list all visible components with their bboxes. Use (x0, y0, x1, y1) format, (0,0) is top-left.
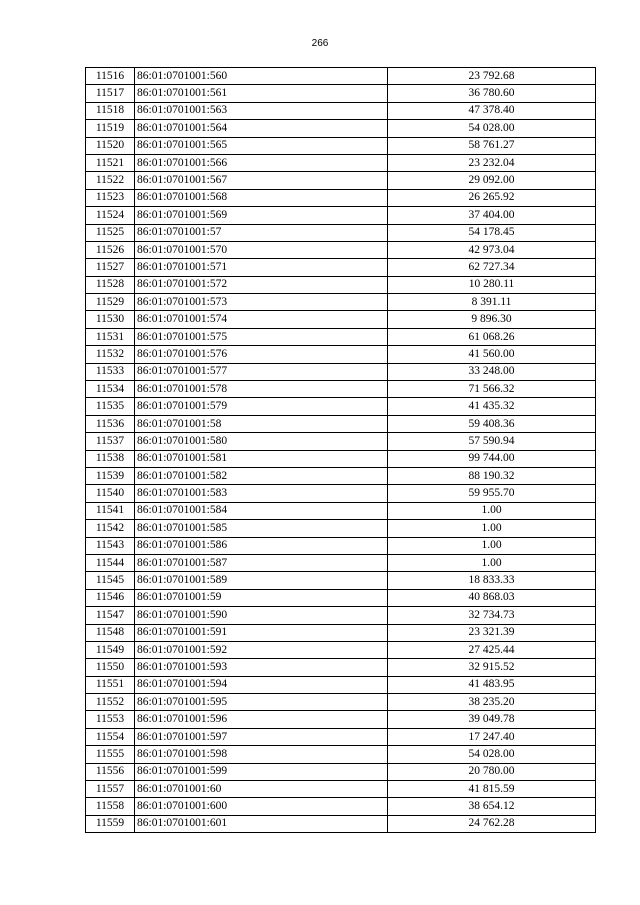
table-row (86, 450, 596, 467)
cadastral-number-cell: 86:01:0701001:572 (135, 276, 388, 293)
row-number-cell: 11526 (86, 241, 135, 258)
value-cell: 36 780.60 (388, 85, 596, 102)
row-number-cell: 11530 (86, 311, 135, 328)
cadastral-number-cell: 86:01:0701001:58 (135, 415, 388, 432)
value-cell: 38 235.20 (388, 694, 596, 711)
table-row (86, 363, 596, 380)
table-row (86, 68, 596, 85)
table-row (86, 485, 596, 502)
table-row (86, 798, 596, 815)
row-number-cell: 11558 (86, 798, 135, 815)
row-number-cell: 11553 (86, 711, 135, 728)
cadastral-number-cell: 86:01:0701001:564 (135, 120, 388, 137)
value-cell: 88 190.32 (388, 467, 596, 484)
table-row (86, 120, 596, 137)
table-row (86, 676, 596, 693)
row-number-cell: 11527 (86, 259, 135, 276)
cadastral-number-cell: 86:01:0701001:591 (135, 624, 388, 641)
row-number-cell: 11531 (86, 328, 135, 345)
cadastral-number-cell: 86:01:0701001:577 (135, 363, 388, 380)
table-row (86, 207, 596, 224)
value-cell: 41 560.00 (388, 346, 596, 363)
row-number-cell: 11541 (86, 502, 135, 519)
cadastral-number-cell: 86:01:0701001:566 (135, 154, 388, 171)
cadastral-number-cell: 86:01:0701001:597 (135, 728, 388, 745)
row-number-cell: 11543 (86, 537, 135, 554)
row-number-cell: 11544 (86, 554, 135, 571)
row-number-cell: 11545 (86, 572, 135, 589)
value-cell: 1.00 (388, 502, 596, 519)
value-cell: 24 762.28 (388, 815, 596, 832)
cadastral-number-cell: 86:01:0701001:571 (135, 259, 388, 276)
row-number-cell: 11518 (86, 102, 135, 119)
value-cell: 41 483.95 (388, 676, 596, 693)
row-number-cell: 11538 (86, 450, 135, 467)
table-row (86, 607, 596, 624)
value-cell: 33 248.00 (388, 363, 596, 380)
value-cell: 26 265.92 (388, 189, 596, 206)
table-row (86, 415, 596, 432)
value-cell: 23 792.68 (388, 68, 596, 85)
table-row (86, 102, 596, 119)
table-body (86, 68, 596, 833)
cadastral-number-cell: 86:01:0701001:60 (135, 781, 388, 798)
row-number-cell: 11532 (86, 346, 135, 363)
cadastral-number-cell: 86:01:0701001:570 (135, 241, 388, 258)
row-number-cell: 11552 (86, 694, 135, 711)
cadastral-number-cell: 86:01:0701001:600 (135, 798, 388, 815)
value-cell: 57 590.94 (388, 433, 596, 450)
row-number-cell: 11537 (86, 433, 135, 450)
value-cell: 42 973.04 (388, 241, 596, 258)
row-number-cell: 11556 (86, 763, 135, 780)
cadastral-number-cell: 86:01:0701001:57 (135, 224, 388, 241)
row-number-cell: 11549 (86, 641, 135, 658)
row-number-cell: 11528 (86, 276, 135, 293)
cadastral-number-cell: 86:01:0701001:599 (135, 763, 388, 780)
row-number-cell: 11540 (86, 485, 135, 502)
table-row (86, 554, 596, 571)
cadastral-number-cell: 86:01:0701001:601 (135, 815, 388, 832)
page-number: 266 (311, 38, 329, 49)
value-cell: 32 915.52 (388, 659, 596, 676)
table-row (86, 276, 596, 293)
cadastral-number-cell: 86:01:0701001:574 (135, 311, 388, 328)
table-row (86, 763, 596, 780)
row-number-cell: 11525 (86, 224, 135, 241)
cadastral-number-cell: 86:01:0701001:578 (135, 381, 388, 398)
cadastral-number-cell: 86:01:0701001:569 (135, 207, 388, 224)
row-number-cell: 11536 (86, 415, 135, 432)
cadastral-number-cell: 86:01:0701001:598 (135, 746, 388, 763)
row-number-cell: 11547 (86, 607, 135, 624)
table-row (86, 781, 596, 798)
value-cell: 9 896.30 (388, 311, 596, 328)
table-row (86, 728, 596, 745)
table-row (86, 294, 596, 311)
row-number-cell: 11521 (86, 154, 135, 171)
row-number-cell: 11516 (86, 68, 135, 85)
value-cell: 8 391.11 (388, 294, 596, 311)
value-cell: 17 247.40 (388, 728, 596, 745)
row-number-cell: 11520 (86, 137, 135, 154)
row-number-cell: 11535 (86, 398, 135, 415)
cadastral-number-cell: 86:01:0701001:584 (135, 502, 388, 519)
value-cell: 59 955.70 (388, 485, 596, 502)
value-cell: 54 028.00 (388, 120, 596, 137)
value-cell: 41 815.59 (388, 781, 596, 798)
cadastral-number-cell: 86:01:0701001:583 (135, 485, 388, 502)
cadastral-number-cell: 86:01:0701001:592 (135, 641, 388, 658)
table-row (86, 381, 596, 398)
row-number-cell: 11542 (86, 520, 135, 537)
cadastral-number-cell: 86:01:0701001:587 (135, 554, 388, 571)
table-row (86, 433, 596, 450)
cadastral-number-cell: 86:01:0701001:573 (135, 294, 388, 311)
value-cell: 47 378.40 (388, 102, 596, 119)
table-row (86, 641, 596, 658)
row-number-cell: 11517 (86, 85, 135, 102)
cadastral-number-cell: 86:01:0701001:582 (135, 467, 388, 484)
table-row (86, 467, 596, 484)
value-cell: 71 566.32 (388, 381, 596, 398)
value-cell: 62 727.34 (388, 259, 596, 276)
cadastral-number-cell: 86:01:0701001:565 (135, 137, 388, 154)
table-row (86, 659, 596, 676)
table-row (86, 502, 596, 519)
cadastral-number-cell: 86:01:0701001:593 (135, 659, 388, 676)
row-number-cell: 11546 (86, 589, 135, 606)
value-cell: 40 868.03 (388, 589, 596, 606)
cadastral-number-cell: 86:01:0701001:590 (135, 607, 388, 624)
cadastral-number-cell: 86:01:0701001:581 (135, 450, 388, 467)
row-number-cell: 11533 (86, 363, 135, 380)
cadastral-number-cell: 86:01:0701001:576 (135, 346, 388, 363)
row-number-cell: 11529 (86, 294, 135, 311)
row-number-cell: 11524 (86, 207, 135, 224)
row-number-cell: 11548 (86, 624, 135, 641)
table-row (86, 189, 596, 206)
cadastral-number-cell: 86:01:0701001:580 (135, 433, 388, 450)
cadastral-number-cell: 86:01:0701001:575 (135, 328, 388, 345)
value-cell: 18 833.33 (388, 572, 596, 589)
cadastral-number-cell: 86:01:0701001:596 (135, 711, 388, 728)
value-cell: 1.00 (388, 520, 596, 537)
value-cell: 39 049.78 (388, 711, 596, 728)
row-number-cell: 11523 (86, 189, 135, 206)
table-row (86, 589, 596, 606)
table-row (86, 398, 596, 415)
table-row (86, 172, 596, 189)
value-cell: 27 425.44 (388, 641, 596, 658)
cadastral-number-cell: 86:01:0701001:561 (135, 85, 388, 102)
row-number-cell: 11539 (86, 467, 135, 484)
table-row (86, 537, 596, 554)
table-row (86, 224, 596, 241)
table-row (86, 154, 596, 171)
table-row (86, 259, 596, 276)
cadastral-number-cell: 86:01:0701001:563 (135, 102, 388, 119)
table-row (86, 520, 596, 537)
row-number-cell: 11534 (86, 381, 135, 398)
row-number-cell: 11519 (86, 120, 135, 137)
value-cell: 99 744.00 (388, 450, 596, 467)
table-row (86, 137, 596, 154)
table-row (86, 746, 596, 763)
table-row (86, 328, 596, 345)
row-number-cell: 11550 (86, 659, 135, 676)
cadastral-number-cell: 86:01:0701001:560 (135, 68, 388, 85)
cadastral-number-cell: 86:01:0701001:586 (135, 537, 388, 554)
table-row (86, 346, 596, 363)
value-cell: 37 404.00 (388, 207, 596, 224)
value-cell: 61 068.26 (388, 328, 596, 345)
table-row (86, 711, 596, 728)
cadastral-value-table (85, 67, 596, 833)
cadastral-number-cell: 86:01:0701001:59 (135, 589, 388, 606)
table-row (86, 572, 596, 589)
value-cell: 54 028.00 (388, 746, 596, 763)
value-cell: 41 435.32 (388, 398, 596, 415)
value-cell: 29 092.00 (388, 172, 596, 189)
row-number-cell: 11522 (86, 172, 135, 189)
cadastral-number-cell: 86:01:0701001:594 (135, 676, 388, 693)
cadastral-number-cell: 86:01:0701001:567 (135, 172, 388, 189)
row-number-cell: 11559 (86, 815, 135, 832)
row-number-cell: 11554 (86, 728, 135, 745)
cadastral-number-cell: 86:01:0701001:589 (135, 572, 388, 589)
value-cell: 38 654.12 (388, 798, 596, 815)
value-cell: 58 761.27 (388, 137, 596, 154)
table-row (86, 694, 596, 711)
table-row (86, 624, 596, 641)
value-cell: 23 232.04 (388, 154, 596, 171)
table-row (86, 85, 596, 102)
table-row (86, 311, 596, 328)
value-cell: 10 280.11 (388, 276, 596, 293)
cadastral-number-cell: 86:01:0701001:585 (135, 520, 388, 537)
row-number-cell: 11557 (86, 781, 135, 798)
row-number-cell: 11555 (86, 746, 135, 763)
value-cell: 20 780.00 (388, 763, 596, 780)
cadastral-number-cell: 86:01:0701001:579 (135, 398, 388, 415)
value-cell: 23 321.39 (388, 624, 596, 641)
cadastral-number-cell: 86:01:0701001:568 (135, 189, 388, 206)
value-cell: 54 178.45 (388, 224, 596, 241)
row-number-cell: 11551 (86, 676, 135, 693)
table-row (86, 815, 596, 832)
value-cell: 1.00 (388, 554, 596, 571)
value-cell: 1.00 (388, 537, 596, 554)
value-cell: 59 408.36 (388, 415, 596, 432)
cadastral-number-cell: 86:01:0701001:595 (135, 694, 388, 711)
table-row (86, 241, 596, 258)
value-cell: 32 734.73 (388, 607, 596, 624)
